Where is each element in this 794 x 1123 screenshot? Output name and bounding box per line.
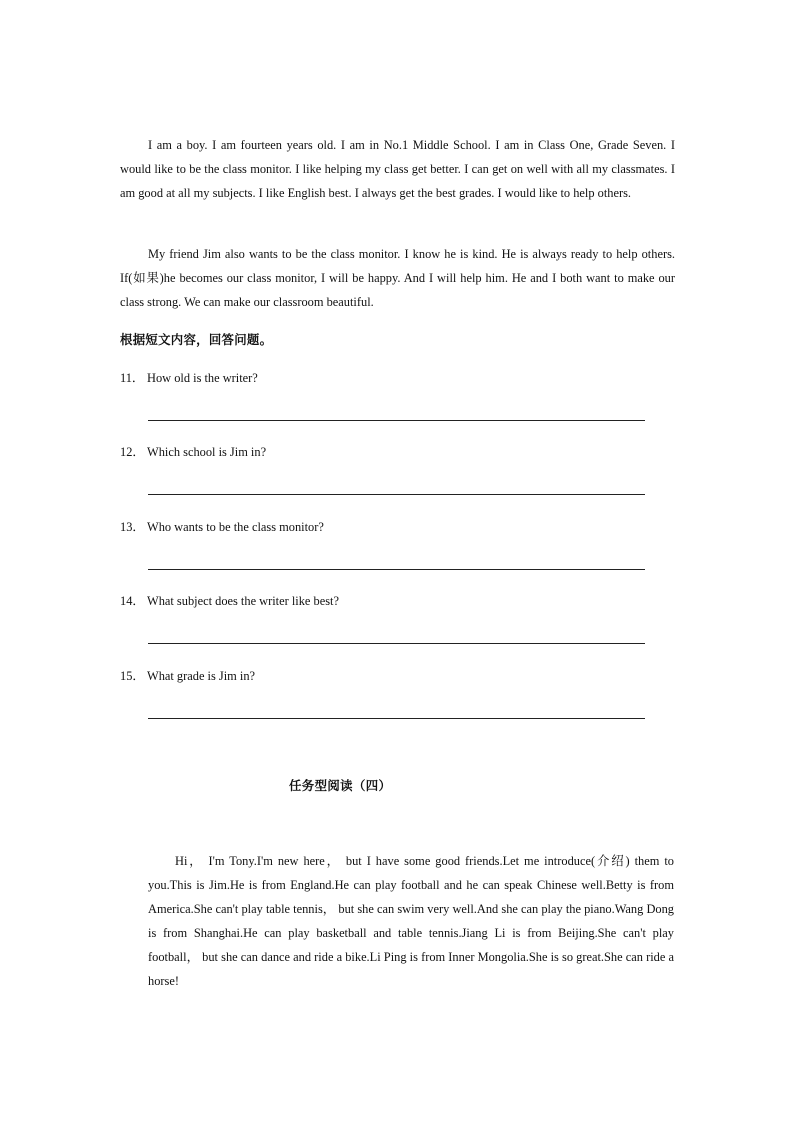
- instruction: 根据短文内容，回答问题。: [120, 332, 273, 347]
- passage2-paragraph1: Hi， I'm Tony.I'm new here， but I have some good friends.Let me introduce(介绍) them to you.This is Jim.He is from England.He can play football and he can speak Chinese well.Betty is from America.She can't play table tennis， but she can swim very well.And she can play the piano.Wang Dong is from Shanghai.He can play basketball and table tennis.Jiang Li is from Beijing.She can't play football， but she can dance and ride a bike.Li Ping is from Inner Mongolia.She is so great.She can ride a horse!: [148, 854, 674, 988]
- question-text: Who wants to be the class monitor?: [147, 520, 324, 534]
- answer-line-15[interactable]: [148, 718, 645, 719]
- question-text: How old is the writer?: [147, 371, 258, 385]
- answer-line-14[interactable]: [148, 643, 645, 644]
- question-12: [120, 443, 266, 461]
- passage1-paragraph1: I am a boy. I am fourteen years old. I am in No.1 Middle School. I am in Class One, Grade Seven. I would like to be the class monitor. I like helping my class get better. I can get on well with all my classmates. I am good at all my subjects. I like English best. I always get the best grades. I would like to help others.: [120, 138, 675, 200]
- question-number: 14．: [120, 594, 145, 608]
- question-number: 15．: [120, 669, 145, 683]
- question-text: Which school is Jim in?: [147, 445, 267, 459]
- question-number: 12．: [120, 445, 145, 459]
- question-text: What subject does the writer like best?: [147, 594, 339, 608]
- question-13: [120, 518, 324, 536]
- passage1-paragraph2: My friend Jim also wants to be the class monitor. I know he is kind. He is always ready to help others. If(如果)he becomes our class monitor, I will be happy. And I will help him. He and I both want to make our class strong. We can make our classroom beautiful.: [120, 247, 675, 309]
- question-11: [120, 369, 258, 387]
- question-14: [120, 592, 339, 610]
- question-text: What grade is Jim in?: [147, 669, 256, 683]
- question-number: 11．: [120, 371, 145, 385]
- answer-line-11[interactable]: [148, 420, 645, 421]
- question-15: [120, 667, 255, 685]
- answer-line-12[interactable]: [148, 494, 645, 495]
- section-title: 任务型阅读（四）: [289, 778, 392, 793]
- question-number: 13．: [120, 520, 145, 534]
- answer-line-13[interactable]: [148, 569, 645, 570]
